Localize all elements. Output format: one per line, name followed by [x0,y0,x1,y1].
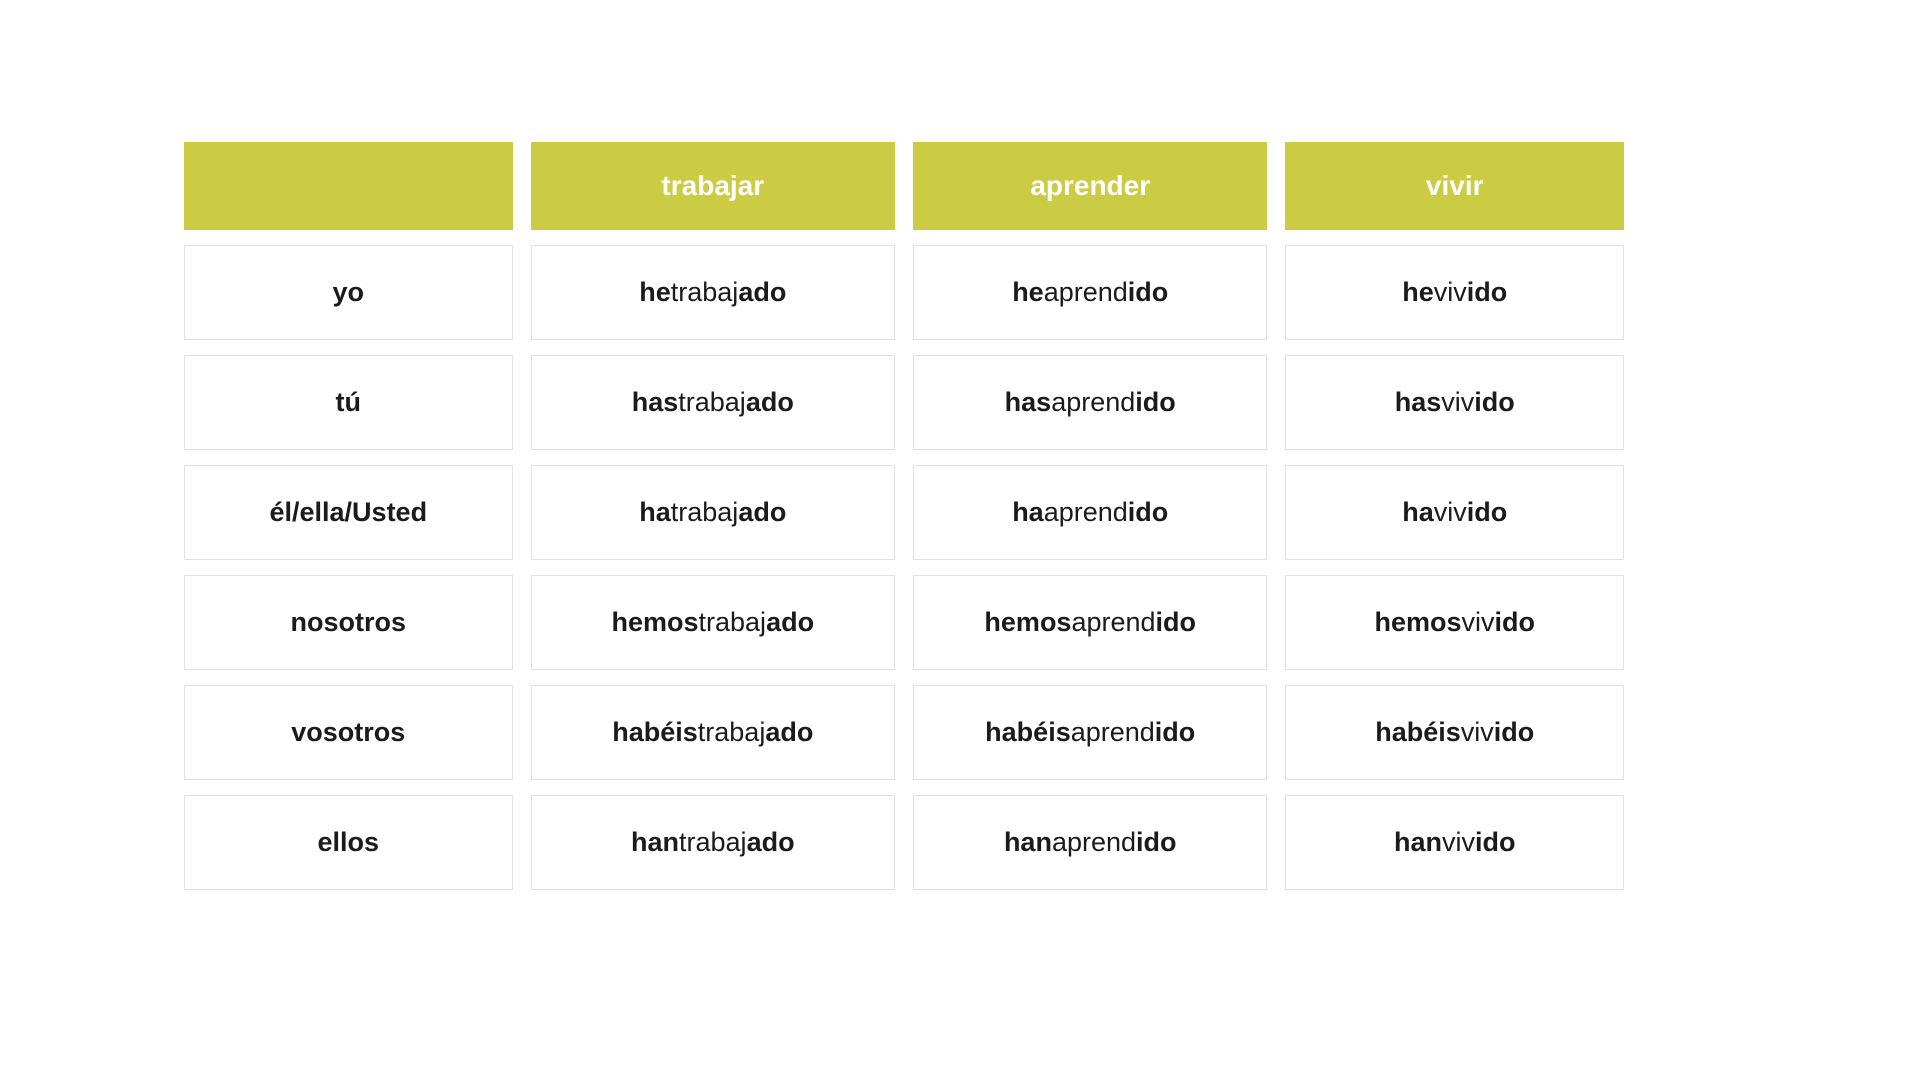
conjugation-cell: han trabaj ado [531,795,895,890]
pronoun-cell: él/ella/Usted [184,465,513,560]
conjugation-cell: hemos trabaj ado [531,575,895,670]
table-header-row [184,142,1624,230]
conjugation-cell: han viv ido [1285,795,1624,890]
table-row [184,245,1624,340]
header-cell-aprender: aprender [913,142,1267,230]
header-cell-blank [184,142,513,230]
conjugation-cell: habéis aprend ido [913,685,1267,780]
conjugation-cell: habéis trabaj ado [531,685,895,780]
header-cell-vivir: vivir [1285,142,1624,230]
pronoun-cell: vosotros [184,685,513,780]
pronoun-cell: tú [184,355,513,450]
table-row [184,575,1624,670]
header-cell-trabajar: trabajar [531,142,895,230]
pronoun-cell: ellos [184,795,513,890]
conjugation-cell: han aprend ido [913,795,1267,890]
conjugation-cell: ha aprend ido [913,465,1267,560]
conjugation-cell: hemos viv ido [1285,575,1624,670]
table-row [184,795,1624,890]
conjugation-cell: has viv ido [1285,355,1624,450]
conjugation-cell: hemos aprend ido [913,575,1267,670]
conjugation-cell: he trabaj ado [531,245,895,340]
conjugation-cell: has trabaj ado [531,355,895,450]
table-row [184,685,1624,780]
conjugation-table [184,142,1624,905]
conjugation-cell: ha trabaj ado [531,465,895,560]
pronoun-cell: yo [184,245,513,340]
table-row [184,465,1624,560]
conjugation-cell: he aprend ido [913,245,1267,340]
pronoun-cell: nosotros [184,575,513,670]
conjugation-cell: has aprend ido [913,355,1267,450]
table-row [184,355,1624,450]
conjugation-cell: he viv ido [1285,245,1624,340]
conjugation-cell: ha viv ido [1285,465,1624,560]
conjugation-cell: habéis viv ido [1285,685,1624,780]
